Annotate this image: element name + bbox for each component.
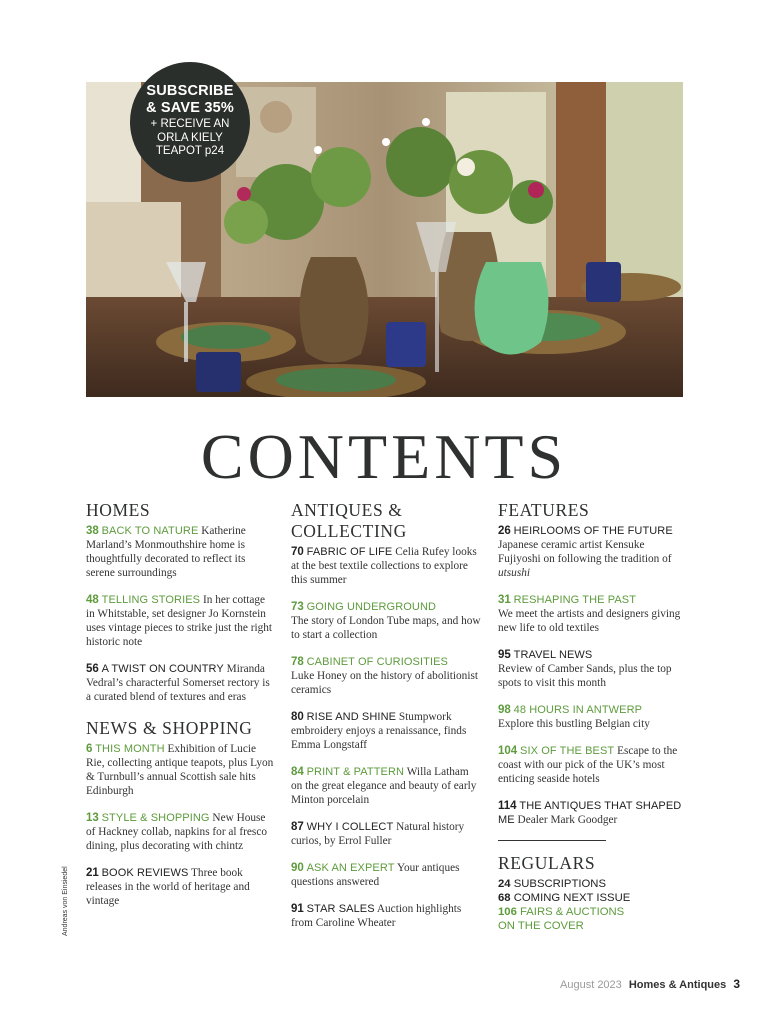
entry-title: THE ANTIQUES THAT SHAPED ME — [498, 800, 682, 826]
contents-entry[interactable] — [291, 820, 481, 848]
entry-description: Auction highlights from Caroline Wheater — [291, 903, 462, 929]
entry-page-number: 104 — [498, 745, 518, 757]
entry-page-number: 56 — [86, 663, 99, 675]
contents-entry[interactable] — [291, 902, 481, 930]
entry-description: In her cottage in Whitstable, set designer Jo Kornstein uses vintage pieces to strike just the right historic note — [86, 594, 273, 648]
page-title: CONTENTS — [200, 421, 568, 492]
entry-description: We meet the artists and designers giving new life to old textiles — [498, 608, 681, 634]
contents-entry[interactable] — [498, 524, 688, 580]
magazine-name: Homes & Antiques — [628, 979, 727, 991]
entry-description: Celia Rufey looks at the best textile collections to explore this summer — [291, 546, 477, 586]
badge-line: & SAVE 35% — [146, 100, 234, 116]
entry-title: FAIRS & AUCTIONS — [520, 906, 625, 918]
entry-page-number: 98 — [498, 704, 511, 716]
badge-line: + RECEIVE AN — [150, 118, 230, 130]
entry-page-number: 26 — [498, 525, 511, 537]
contents-entry[interactable] — [498, 744, 688, 786]
entry-page-number: 38 — [86, 525, 99, 537]
entry-title: SUBSCRIPTIONS — [513, 878, 606, 890]
entry-title: COMING NEXT ISSUE — [513, 892, 631, 904]
entry-title: ASK AN EXPERT — [306, 862, 395, 874]
entry-description: Willa Latham on the great elegance and beauty of early Minton porcelain — [291, 766, 477, 806]
section-heading-antiques-line2: COLLECTING — [291, 521, 407, 541]
entry-page-number: 13 — [86, 812, 99, 824]
contents-entry[interactable] — [291, 710, 481, 752]
entry-description: Dealer Mark Goodger — [517, 814, 618, 826]
column-homes-news — [86, 500, 274, 921]
entry-title: WHY I COLLECT — [306, 821, 394, 833]
entry-description: Your antiques questions answered — [291, 862, 460, 888]
contents-entry[interactable] — [86, 866, 274, 908]
entry-page-number: 6 — [86, 743, 93, 755]
entry-page-number: 78 — [291, 656, 304, 668]
regular-item[interactable] — [498, 919, 688, 933]
entry-description: Katherine Marland’s Monmouthshire home is thoughtfully decorated to reflect its serene surroundings — [86, 525, 246, 579]
entry-title: BOOK REVIEWS — [101, 867, 189, 879]
contents-entry[interactable] — [291, 861, 481, 889]
entry-title: THIS MONTH — [95, 743, 165, 755]
entry-description: Japanese ceramic artist Kensuke Fujiyoshi on following the tradition of — [498, 539, 672, 565]
entry-title: BACK TO NATURE — [101, 525, 199, 537]
entry-title: CABINET OF CURIOSITIES — [306, 656, 448, 668]
entry-description: Stumpwork embroidery enjoys a renaissance, finds Emma Longstaff — [291, 711, 467, 751]
section-heading-features: FEATURES — [498, 500, 590, 520]
badge-line: SUBSCRIBE — [146, 83, 234, 99]
section-heading-regulars: REGULARS — [498, 853, 596, 873]
entry-page-number: 106 — [498, 906, 517, 918]
contents-entry[interactable] — [498, 648, 688, 690]
entry-description: Review of Camber Sands, plus the top spots to visit this month — [498, 663, 672, 689]
contents-entry[interactable] — [498, 593, 688, 635]
regular-item[interactable] — [498, 877, 688, 891]
page-number: 3 — [733, 977, 740, 991]
entry-page-number: 95 — [498, 649, 511, 661]
entry-page-number: 73 — [291, 601, 304, 613]
entry-description: New House of Hackney collab, napkins for al fresco dining, plus decorating with chintz — [86, 812, 267, 852]
contents-entry[interactable] — [86, 662, 274, 704]
page-footer — [560, 977, 740, 991]
contents-entry[interactable] — [86, 593, 274, 649]
entry-page-number: 21 — [86, 867, 99, 879]
contents-entry[interactable] — [291, 600, 481, 642]
entry-description-italic: utsushi — [498, 567, 531, 579]
badge-line: TEAPOT p24 — [155, 145, 225, 157]
entry-page-number: 31 — [498, 594, 511, 606]
contents-entry[interactable] — [291, 655, 481, 697]
contents-entry[interactable] — [86, 811, 274, 853]
entry-title: RISE AND SHINE — [306, 711, 397, 723]
entry-description: Explore this bustling Belgian city — [498, 718, 650, 730]
entry-page-number: 68 — [498, 892, 511, 904]
entry-description: Natural history curios, by Errol Fuller — [291, 821, 465, 847]
contents-entry[interactable] — [86, 524, 274, 580]
contents-entry[interactable] — [498, 703, 688, 731]
contents-entry[interactable] — [86, 742, 274, 798]
entry-description: Exhibition of Lucie Rie, collecting antique teapots, plus Lyon & Turnbull’s annual Scottish sale hits Edinburgh — [86, 743, 274, 797]
entry-page-number: 90 — [291, 862, 304, 874]
entry-title: RESHAPING THE PAST — [513, 594, 637, 606]
entry-title: STAR SALES — [306, 903, 375, 915]
regular-item[interactable] — [498, 905, 688, 919]
column-antiques — [291, 500, 481, 943]
contents-entry[interactable] — [291, 545, 481, 587]
entry-title: GOING UNDERGROUND — [306, 601, 437, 613]
entry-page-number: 80 — [291, 711, 304, 723]
entry-title: TELLING STORIES — [101, 594, 201, 606]
entry-title: STYLE & SHOPPING — [101, 812, 210, 824]
section-heading-homes: HOMES — [86, 500, 151, 520]
divider — [498, 840, 606, 841]
subscribe-badge[interactable] — [130, 62, 250, 182]
entry-page-number: 87 — [291, 821, 304, 833]
entry-page-number: 114 — [498, 800, 517, 812]
badge-line: ORLA KIELY — [157, 131, 223, 144]
entry-description: Luke Honey on the history of abolitionist ceramics — [291, 670, 478, 696]
contents-entry[interactable] — [291, 765, 481, 807]
entry-description: Three book releases in the world of heritage and vintage — [86, 867, 250, 907]
photo-credit: Andreas von Einsiedel — [62, 866, 69, 936]
entry-title: ON THE COVER — [498, 920, 584, 932]
contents-entry[interactable] — [498, 799, 688, 827]
entry-title: TRAVEL NEWS — [513, 649, 593, 661]
entry-page-number: 84 — [291, 766, 304, 778]
entry-title: SIX OF THE BEST — [520, 745, 615, 757]
section-heading-news: NEWS & SHOPPING — [86, 718, 253, 738]
entry-title: FABRIC OF LIFE — [306, 546, 393, 558]
entry-page-number: 48 — [86, 594, 99, 606]
entry-page-number: 91 — [291, 903, 304, 915]
entry-title: 48 HOURS IN ANTWERP — [513, 704, 643, 716]
entry-title: PRINT & PATTERN — [306, 766, 405, 778]
entry-title: A TWIST ON COUNTRY — [101, 663, 224, 675]
entry-description: Miranda Vedral’s characterful Somerset rectory is a curated blend of textures and eras — [86, 663, 270, 703]
section-heading-antiques: ANTIQUES & — [291, 500, 403, 520]
entry-page-number: 24 — [498, 878, 511, 890]
entry-description: The story of London Tube maps, and how to start a collection — [291, 615, 481, 641]
entry-title: HEIRLOOMS OF THE FUTURE — [513, 525, 673, 537]
column-features-regulars — [498, 500, 688, 933]
regular-item[interactable] — [498, 891, 688, 905]
entry-description: Escape to the coast with our pick of the UK’s most enticing seaside hotels — [498, 745, 678, 785]
entry-page-number: 70 — [291, 546, 304, 558]
issue-date: August 2023 — [560, 979, 622, 991]
